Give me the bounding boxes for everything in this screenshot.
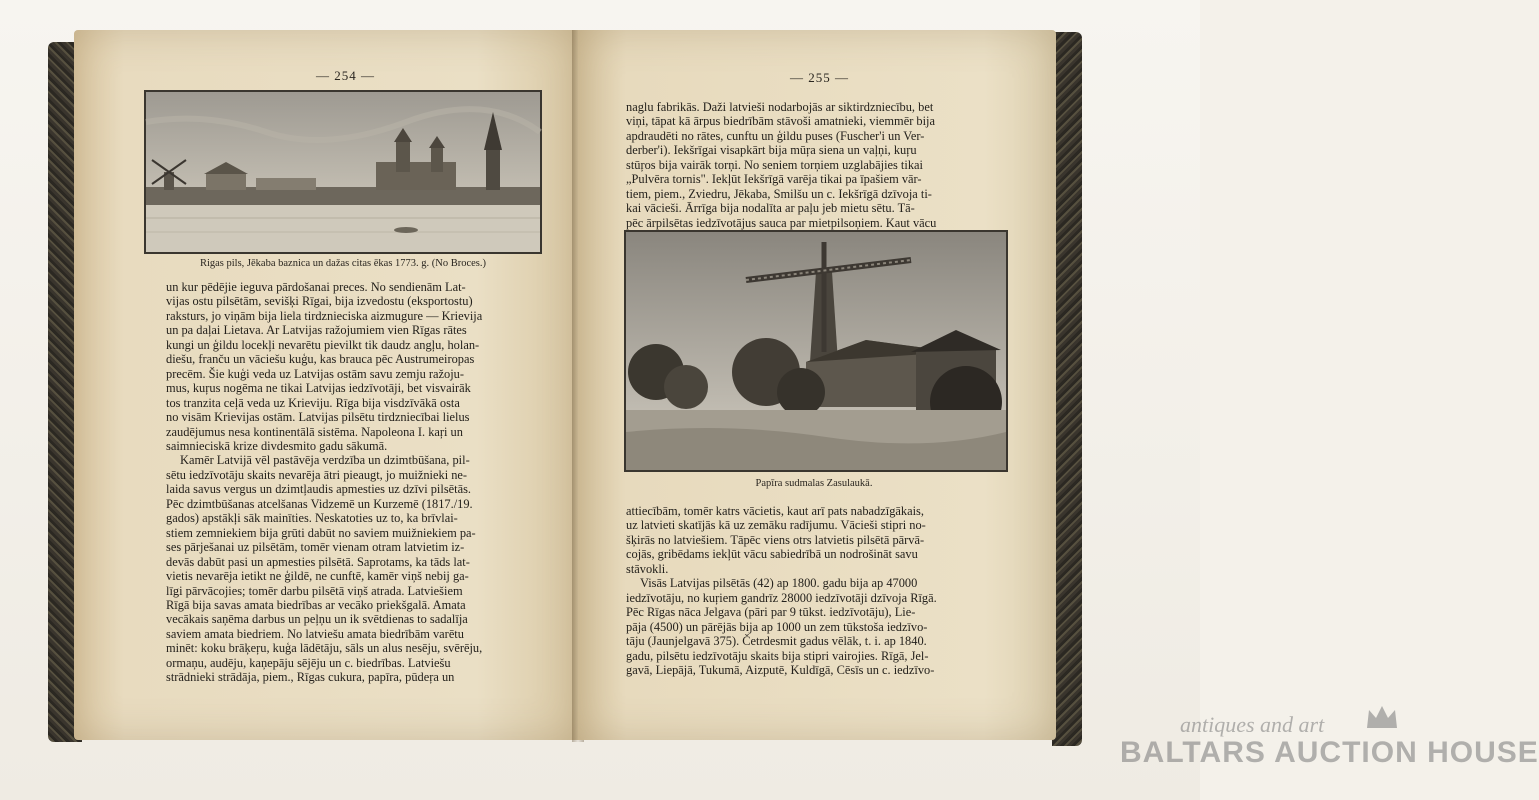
text-line: uz latvieti skatījās kā uz zemāku radījumu. Vācieši stipri no- <box>626 518 926 533</box>
text-line: attiecībām, tomēr katrs vācietis, kaut arī pats nabadzīgākais, <box>626 504 924 518</box>
figure-caption-left: Rigas pils, Jēkaba baznica un dažas citas ēkas 1773. g. (No Broces.) <box>199 258 487 269</box>
right-page-text-bottom <box>626 504 1020 677</box>
text-line: Rīgā bija savas amata biedrības ar vecāko priekšgalā. Amata <box>166 597 466 612</box>
text-line: tiem, piem., Zviedru, Jēkaba, Smilšu un c. Iekšrīgā dzīvoja ti- <box>626 186 932 201</box>
text-line: no visām Krievijas ostām. Latvijas pilsētu tirdzniecībai lielus <box>166 410 470 425</box>
riga-castle-engraving <box>146 92 540 252</box>
text-line: līgi pārvācojies; tomēr darbu pilsētā viņš atrada. Latviešiem <box>166 583 463 598</box>
text-line: un pa daļai Lietava. Ar Latvijas ražojumiem vien Rīgas rātes <box>166 323 467 338</box>
text-line: šķirās no latviešiem. Tāpēc viens otrs latvietis pilsētā pārvā- <box>626 532 925 547</box>
text-line: apdraudēti no rātes, cunftu un ģildu puses (Fuscher'i un Ver- <box>626 128 925 143</box>
page-number-left: — 254 — <box>316 68 375 83</box>
text-line: zaudējumus nesa kontinentālā sistēma. Napoleona I. kaŗi un <box>166 424 463 439</box>
text-line: diešu, franču un vāciešu kuģu, kas brauca pēc Austrumeiropas <box>166 352 475 367</box>
open-book <box>48 24 1082 748</box>
text-line: vijas ostu pilsētām, sevišķi Rīgai, bija izvedostu (eksportostu) <box>166 294 473 309</box>
text-line: stūŗos bija vairāk torņi. No seniem torņiem uzglabājies tikai <box>626 157 923 172</box>
text-line: stiem zemniekiem bija grūti dabūt no saviem muižniekiem pa- <box>166 525 476 540</box>
text-line: precēm. Šie kuģi veda uz Latvijas ostām savu zemju ražoju- <box>166 366 464 381</box>
text-line: mus, kuŗus nogēma ne tikai Latvijas iedzīvotāji, bet visvairāk <box>166 381 471 396</box>
text-line: ses pārješanai uz pilsētām, tomēr vienam otram latvietim iz- <box>166 540 465 555</box>
text-line: derber'i). Iekšrīgai visapkārt bija mūŗa siena un vaļņi, kuŗu <box>626 143 917 158</box>
text-line: cojās, gribēdams iekļūt vācu sabiedrībā un nodrošināt savu <box>626 547 918 562</box>
watermark-tagline: antiques and art <box>1180 712 1325 737</box>
text-line: pēc ārpilsētas iedzīvotājus sauca par mietpilsoņiem. Kaut vācu <box>626 215 937 230</box>
text-line: iedzīvotāju, no kuŗiem gandrīz 28000 iedzīvotāji dzīvoja Rīgā. <box>626 590 937 605</box>
text-line: saimnieciskā krize divdesmito gadu sākumā. <box>166 438 388 453</box>
left-page-text <box>166 280 558 685</box>
watermark-company: BALTARS AUCTION HOUSE <box>1120 736 1539 769</box>
text-line: sētu iedzīvotāju skaits nevarēja ātri pieaugt, jo muižnieki ne- <box>166 467 468 482</box>
text-line: gadu, pilsētu iedzīvotāju skaits bija stipri vairojies. Rīgā, Jel- <box>626 648 929 663</box>
figure-riga-castle <box>144 90 542 254</box>
text-line: strādnieki strādāja, piem., Rīgas cukura, papīra, pūdeŗa un <box>166 670 455 685</box>
figure-caption-right: Papīra sudmalas Zasulaukā. <box>755 478 873 489</box>
left-page <box>74 30 578 740</box>
text-line: Visās Latvijas pilsētās (42) ap 1800. gadu bija ap 47000 <box>640 576 918 591</box>
text-line: devās dabūt pasi un apmesties pilsētā. Saprotams, ka tāds lat- <box>166 554 470 569</box>
text-line: laida savus vergus un dzimtļaudis apmesties uz dzīvi pilsētās. <box>166 482 472 497</box>
text-line: un kur pēdējie ieguva pārdošanai preces. No sendienām Lat- <box>166 280 466 294</box>
text-line: minēt: koku brāķeŗu, kuģa lādētāju, sāls un alus nesēju, svērēju, <box>166 641 483 656</box>
text-line: viņi, tāpat kā ārpus biedrībām stāvoši amatnieki, viemmēr bija <box>626 114 935 129</box>
text-line: Pēc dzimtbūšanas atcelšanas Vidzemē un Kurzemē (1817./19. <box>166 496 473 511</box>
text-line: pāja (4500) un pārējās bija ap 1000 un zem tūkstoša iedzīvo- <box>626 619 928 634</box>
text-line: raksturs, jo viņām bija liela tirdznieciska aizmugure — Krievija <box>166 308 483 323</box>
book-cover-right <box>1052 32 1082 746</box>
paper-mill-photo <box>626 232 1006 470</box>
text-line: gados) apstākļi sāk mainīties. Neskatoties uz to, ka brīvlai- <box>166 511 458 526</box>
text-line: kai vācieši. Ārrīga bija nodalīta ar paļu jeb mietu sētu. Tā- <box>626 201 915 216</box>
text-line: „Pulvēra tornis". Iekļūt Iekšrīgā varēja tikai pa īpašiem vār- <box>626 172 922 187</box>
text-line: ormaņu, audēju, kaņepāju sējēju un c. biedrības. Latviešu <box>166 655 451 670</box>
text-line: Kamēr Latvijā vēl pastāvēja verdzība un dzimtbūšana, pil- <box>180 453 470 468</box>
crown-icon <box>1365 704 1399 730</box>
right-page <box>578 30 1056 740</box>
text-line: kungi un ģildu locekļi nevarētu pievilkt tik daudz angļu, holan- <box>166 337 480 352</box>
text-line: gavā, Liepājā, Tukumā, Aizputē, Kuldīgā, Cēsīs un c. iedzīvo- <box>626 662 935 677</box>
text-line: saviem amata biedriem. No latviešu amata biedrībām varētu <box>166 626 464 641</box>
text-line: tāju (Jaunjelgavā 375). Četrdesmit gadus vēlāk, t. i. ap 1840. <box>626 634 927 649</box>
text-line: stāvokli. <box>626 561 669 576</box>
text-line: vietis nevarēja ietikt ne ģildē, ne cunftē, kamēr viņš nebij ga- <box>166 569 469 584</box>
figure-paper-mill <box>624 230 1008 472</box>
text-line: Pēc Rīgas nāca Jelgava (pāri par 9 tūkst. iedzīvotāju), Lie- <box>626 605 916 620</box>
right-page-text-top <box>626 100 1020 245</box>
text-line: naglu fabrikās. Daži latvieši nodarbojās ar siktirdzniecību, bet <box>626 100 934 114</box>
text-line: tos tranzita ceļā veda uz Krieviju. Rīga bija visdzīvākā osta <box>166 395 460 410</box>
page-number-right: — 255 — <box>790 70 849 85</box>
text-line: vecākais saņēma darbus un peļņu un ik svētdienas to sadalīja <box>166 612 468 627</box>
